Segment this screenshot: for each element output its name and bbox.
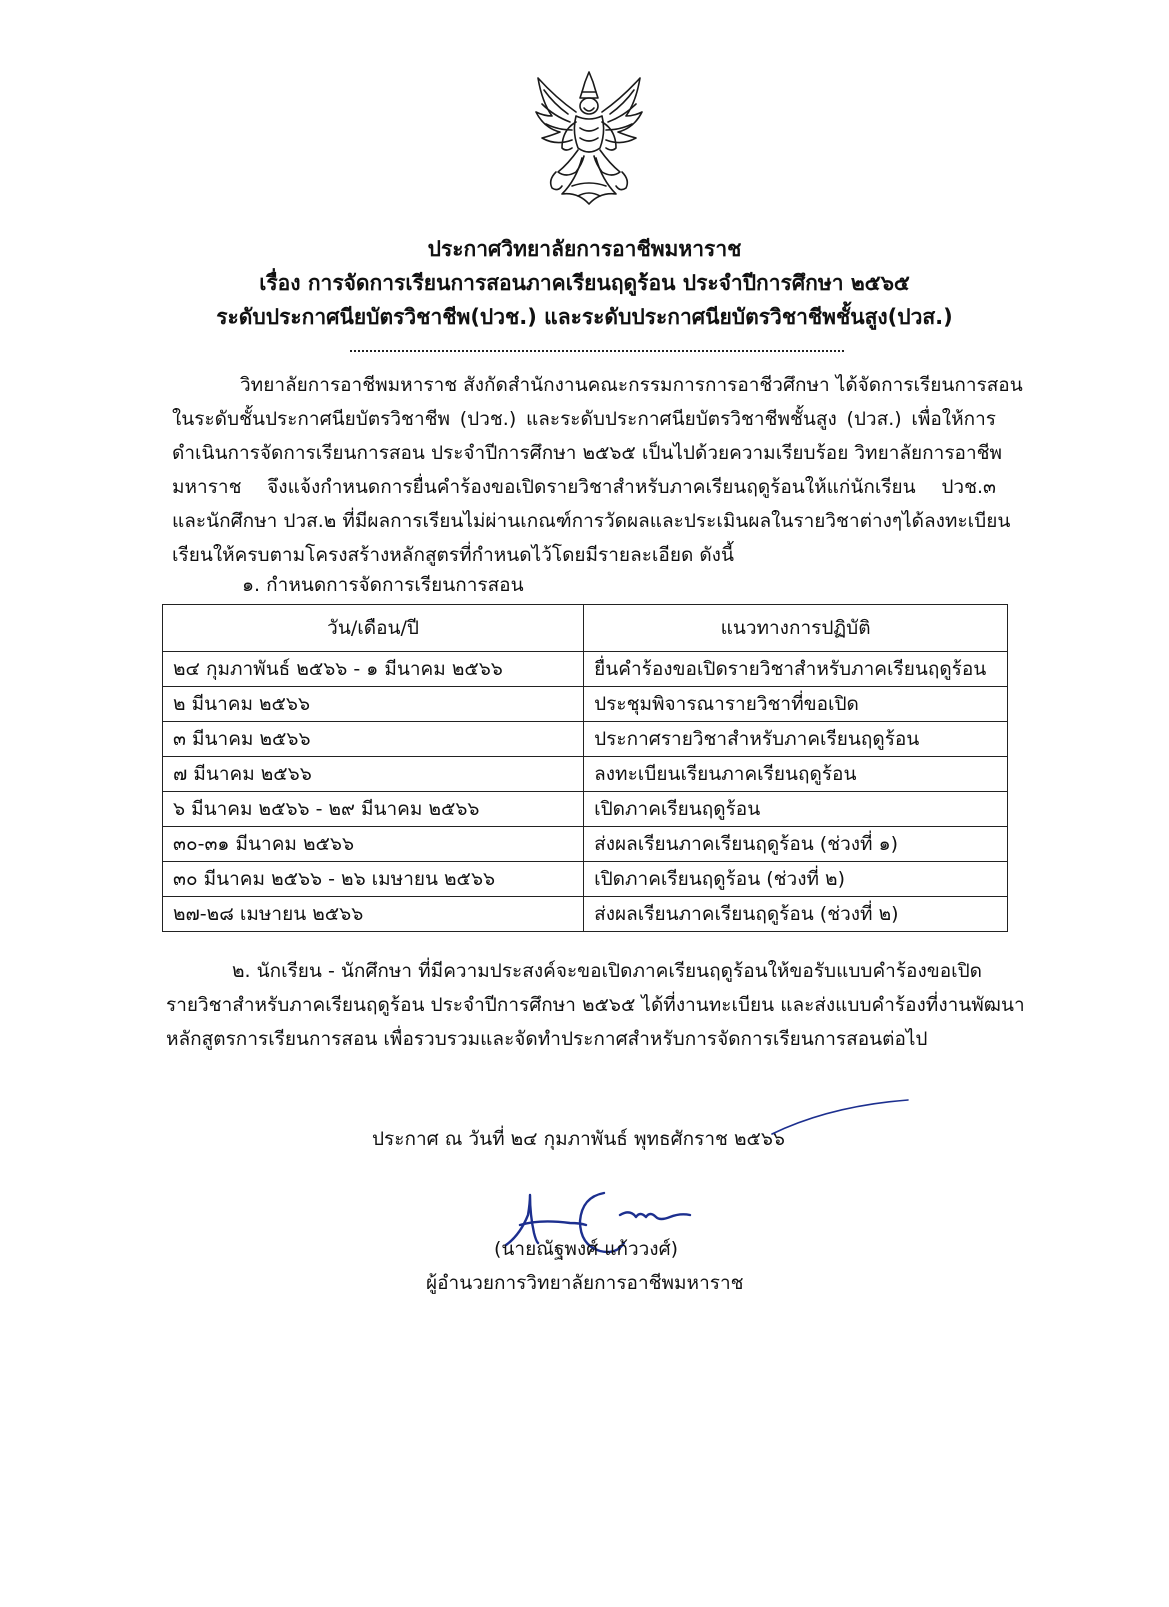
- pen-flourish-icon: [770, 1098, 910, 1138]
- table-cell-action: ประชุมพิจารณารายวิชาที่ขอเปิด: [584, 687, 1008, 722]
- table-cell-action: ลงทะเบียนเรียนภาคเรียนฤดูร้อน: [584, 757, 1008, 792]
- heading-line-2: เรื่อง การจัดการเรียนการสอนภาคเรียนฤดูร้อน ประจำปีการศึกษา ๒๕๖๕: [259, 271, 910, 295]
- dotted-divider: [350, 350, 844, 352]
- table-cell-date: ๓๐ มีนาคม ๒๕๖๖ - ๒๖ เมษายน ๒๕๖๖: [163, 862, 584, 897]
- table-row: [163, 792, 1008, 827]
- table-row: [163, 757, 1008, 792]
- announcement-heading: [0, 232, 1169, 334]
- section-2-line-1: ๒. นักเรียน - นักศึกษา ที่มีความประสงค์จะขอเปิดภาคเรียนฤดูร้อนให้ขอรับแบบคำร้องขอเปิด: [232, 960, 983, 982]
- table-cell-date: ๗ มีนาคม ๒๕๖๖: [163, 757, 584, 792]
- table-row: [163, 687, 1008, 722]
- table-row: [163, 722, 1008, 757]
- intro-line-6: เรียนให้ครบตามโครงสร้างหลักสูตรที่กำหนดไว้โดยมีรายละเอียด ดังนี้: [172, 544, 734, 566]
- table-row: [163, 652, 1008, 687]
- table-cell-action: เปิดภาคเรียนฤดูร้อน (ช่วงที่ ๒): [584, 862, 1008, 897]
- table-cell-action: ส่งผลเรียนภาคเรียนฤดูร้อน (ช่วงที่ ๑): [584, 827, 1008, 862]
- table-cell-action: ยื่นคำร้องขอเปิดรายวิชาสำหรับภาคเรียนฤดูร้อน: [584, 652, 1008, 687]
- column-header-date: วัน/เดือน/ปี: [163, 605, 584, 652]
- intro-line-5: และนักศึกษา ปวส.๒ ที่มีผลการเรียนไม่ผ่านเกณฑ์การวัดผลและประเมินผลในรายวิชาต่างๆได้ลงทะเบียน: [172, 510, 1011, 532]
- garuda-emblem-icon: [532, 68, 646, 208]
- table-header-row: [163, 605, 1008, 652]
- table-cell-date: ๒๗-๒๘ เมษายน ๒๕๖๖: [163, 897, 584, 932]
- section-2-line-2: รายวิชาสำหรับภาคเรียนฤดูร้อน ประจำปีการศึกษา ๒๕๖๕ ได้ที่งานทะเบียน และส่งแบบคำร้องที่งานพัฒนา: [166, 994, 1025, 1016]
- section-1-title: ๑. กำหนดการจัดการเรียนการสอน: [242, 574, 524, 596]
- table-cell-action: ส่งผลเรียนภาคเรียนฤดูร้อน (ช่วงที่ ๒): [584, 897, 1008, 932]
- section-2-line-3: หลักสูตรการเรียนการสอน เพื่อรวบรวมและจัดทำประกาศสำหรับการจัดการเรียนการสอนต่อไป: [166, 1028, 928, 1050]
- signer-name: (นายณัฐพงศ์ แก้ววงศ์): [494, 1238, 679, 1260]
- heading-line-1: ประกาศวิทยาลัยการอาชีพมหาราช: [427, 237, 742, 261]
- column-header-action: แนวทางการปฏิบัติ: [584, 605, 1008, 652]
- section-2-paragraph: [166, 954, 1025, 1056]
- intro-line-3: ดำเนินการจัดการเรียนการสอน ประจำปีการศึกษา ๒๕๖๕ เป็นไปด้วยความเรียบร้อย วิทยาลัยการอาชีพ: [172, 442, 1003, 464]
- announcement-date: ประกาศ ณ วันที่ ๒๔ กุมภาพันธ์ พุทธศักราช ๒๕๖๖: [372, 1128, 785, 1150]
- intro-line-4: มหาราช จึงแจ้งกำหนดการยื่นคำร้องขอเปิดรายวิชาสำหรับภาคเรียนฤดูร้อนให้แก่นักเรียน ปวช.๓: [172, 476, 996, 498]
- table-cell-action: ประกาศรายวิชาสำหรับภาคเรียนฤดูร้อน: [584, 722, 1008, 757]
- signer-title: ผู้อำนวยการวิทยาลัยการอาชีพมหาราช: [426, 1272, 744, 1294]
- table-row: [163, 897, 1008, 932]
- table-cell-date: ๒๔ กุมภาพันธ์ ๒๕๖๖ - ๑ มีนาคม ๒๕๖๖: [163, 652, 584, 687]
- intro-paragraph: [172, 368, 1023, 572]
- intro-line-1: วิทยาลัยการอาชีพมหาราช สังกัดสำนักงานคณะกรรมการการอาชีวศึกษา ได้จัดการเรียนการสอน: [240, 374, 1023, 396]
- table-cell-action: เปิดภาคเรียนฤดูร้อน: [584, 792, 1008, 827]
- table-cell-date: ๓ มีนาคม ๒๕๖๖: [163, 722, 584, 757]
- table-cell-date: ๓๐-๓๑ มีนาคม ๒๕๖๖: [163, 827, 584, 862]
- table-row: [163, 862, 1008, 897]
- table-row: [163, 827, 1008, 862]
- intro-line-2: ในระดับชั้นประกาศนียบัตรวิชาชีพ (ปวช.) และระดับประกาศนียบัตรวิชาชีพชั้นสูง (ปวส.) เพื่อให้การ: [172, 408, 996, 430]
- table-cell-date: ๖ มีนาคม ๒๕๖๖ - ๒๙ มีนาคม ๒๕๖๖: [163, 792, 584, 827]
- table-cell-date: ๒ มีนาคม ๒๕๖๖: [163, 687, 584, 722]
- schedule-table: [162, 604, 1008, 932]
- heading-line-3: ระดับประกาศนียบัตรวิชาชีพ(ปวช.) และระดับประกาศนียบัตรวิชาชีพชั้นสูง(ปวส.): [216, 305, 953, 329]
